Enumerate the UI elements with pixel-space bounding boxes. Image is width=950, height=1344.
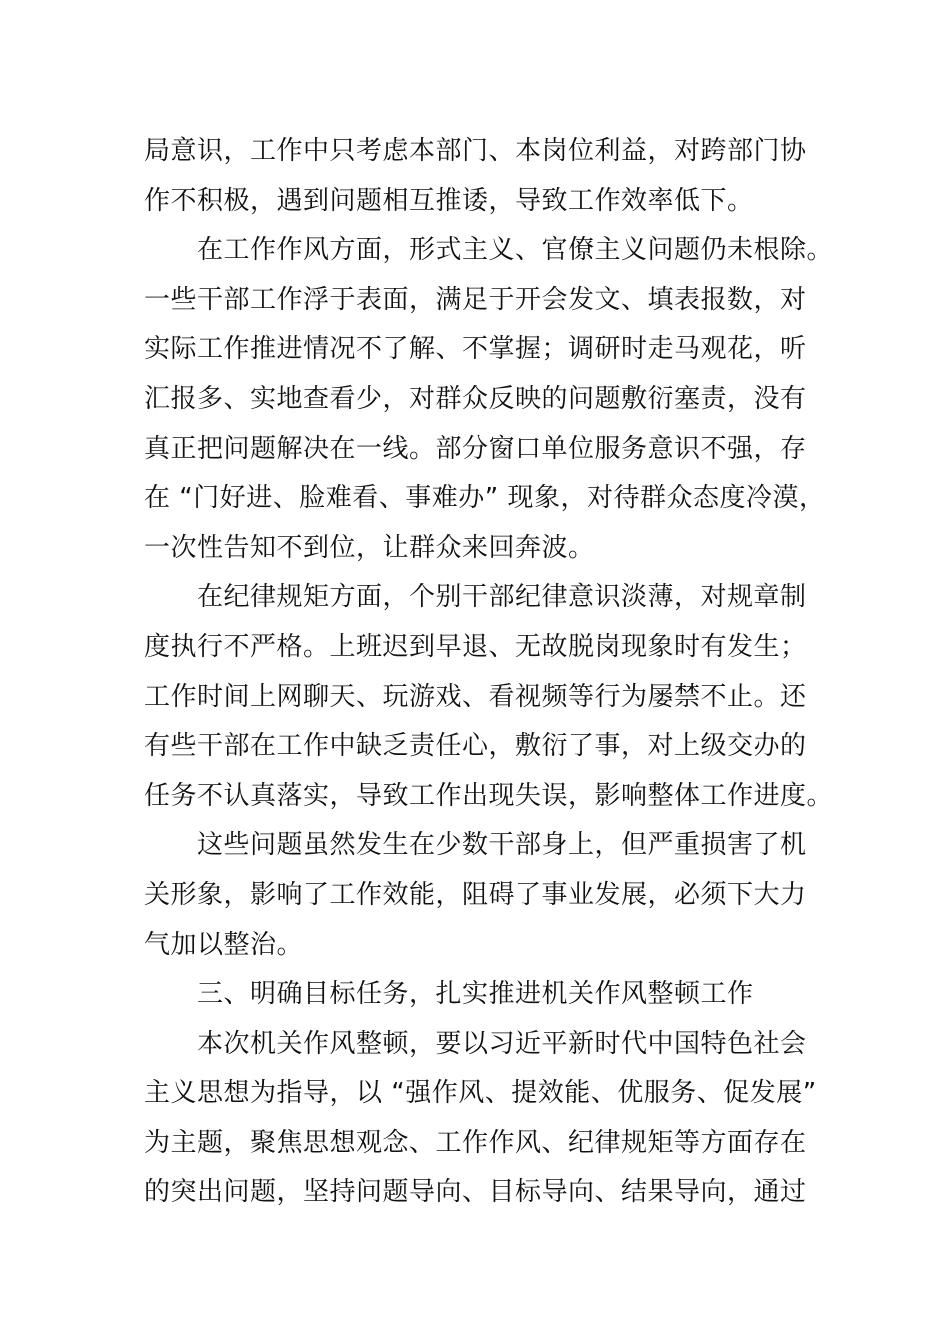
text-line: 关形象，影响了工作效能，阻碍了事业发展，必须下大力 <box>144 879 807 910</box>
text-line: 任务不认真落实，导致工作出现失误，影响整体工作进度。 <box>144 780 834 811</box>
text-line: 本次机关作风整顿，要以习近平新时代中国特色社会 <box>144 1028 807 1059</box>
text-line: 主义思想为指导，以 “强作风、提效能、优服务、促发展” <box>144 1078 817 1109</box>
text-line: 气加以整治。 <box>144 929 304 960</box>
text-line: 一次性告知不到位，让群众来回奔波。 <box>144 532 595 563</box>
text-line: 在纪律规矩方面，个别干部纪律意识淡薄，对规章制 <box>144 582 807 613</box>
text-line: 汇报多、实地查看少，对群众反映的问题敷衍塞责，没有 <box>144 383 807 414</box>
body-text <box>144 127 844 1218</box>
text-line: 局意识，工作中只考虑本部门、本岗位利益，对跨部门协 <box>144 136 807 166</box>
text-line: 在 “门好进、脸难看、事难办” 现象，对待群众态度冷漠， <box>144 483 826 514</box>
text-line: 实际工作推进情况不了解、不掌握；调研时走马观花，听 <box>144 334 807 365</box>
text-line: 的突出问题，坚持问题导向、目标导向、结果导向，通过 <box>144 1177 807 1208</box>
text-line: 作不积极，遇到问题相互推诿，导致工作效率低下。 <box>144 185 754 216</box>
text-line: 工作时间上网聊天、玩游戏、看视频等行为屡禁不止。还 <box>144 681 807 712</box>
text-line: 度执行不严格。上班迟到早退、无故脱岗现象时有发生； <box>144 631 807 662</box>
text-line: 有些干部在工作中缺乏责任心，敷衍了事，对上级交办的 <box>144 731 807 762</box>
text-line: 这些问题虽然发生在少数干部身上，但严重损害了机 <box>144 830 807 861</box>
text-line: 一些干部工作浮于表面，满足于开会发文、填表报数，对 <box>144 284 807 315</box>
text-line: 在工作作风方面，形式主义、官僚主义问题仍未根除。 <box>144 235 834 266</box>
text-line: 为主题，聚焦思想观念、工作作风、纪律规矩等方面存在 <box>144 1127 807 1158</box>
text-line: 真正把问题解决在一线。部分窗口单位服务意识不强，存 <box>144 433 807 464</box>
section-heading: 三、明确目标任务，扎实推进机关作风整顿工作 <box>144 979 754 1010</box>
